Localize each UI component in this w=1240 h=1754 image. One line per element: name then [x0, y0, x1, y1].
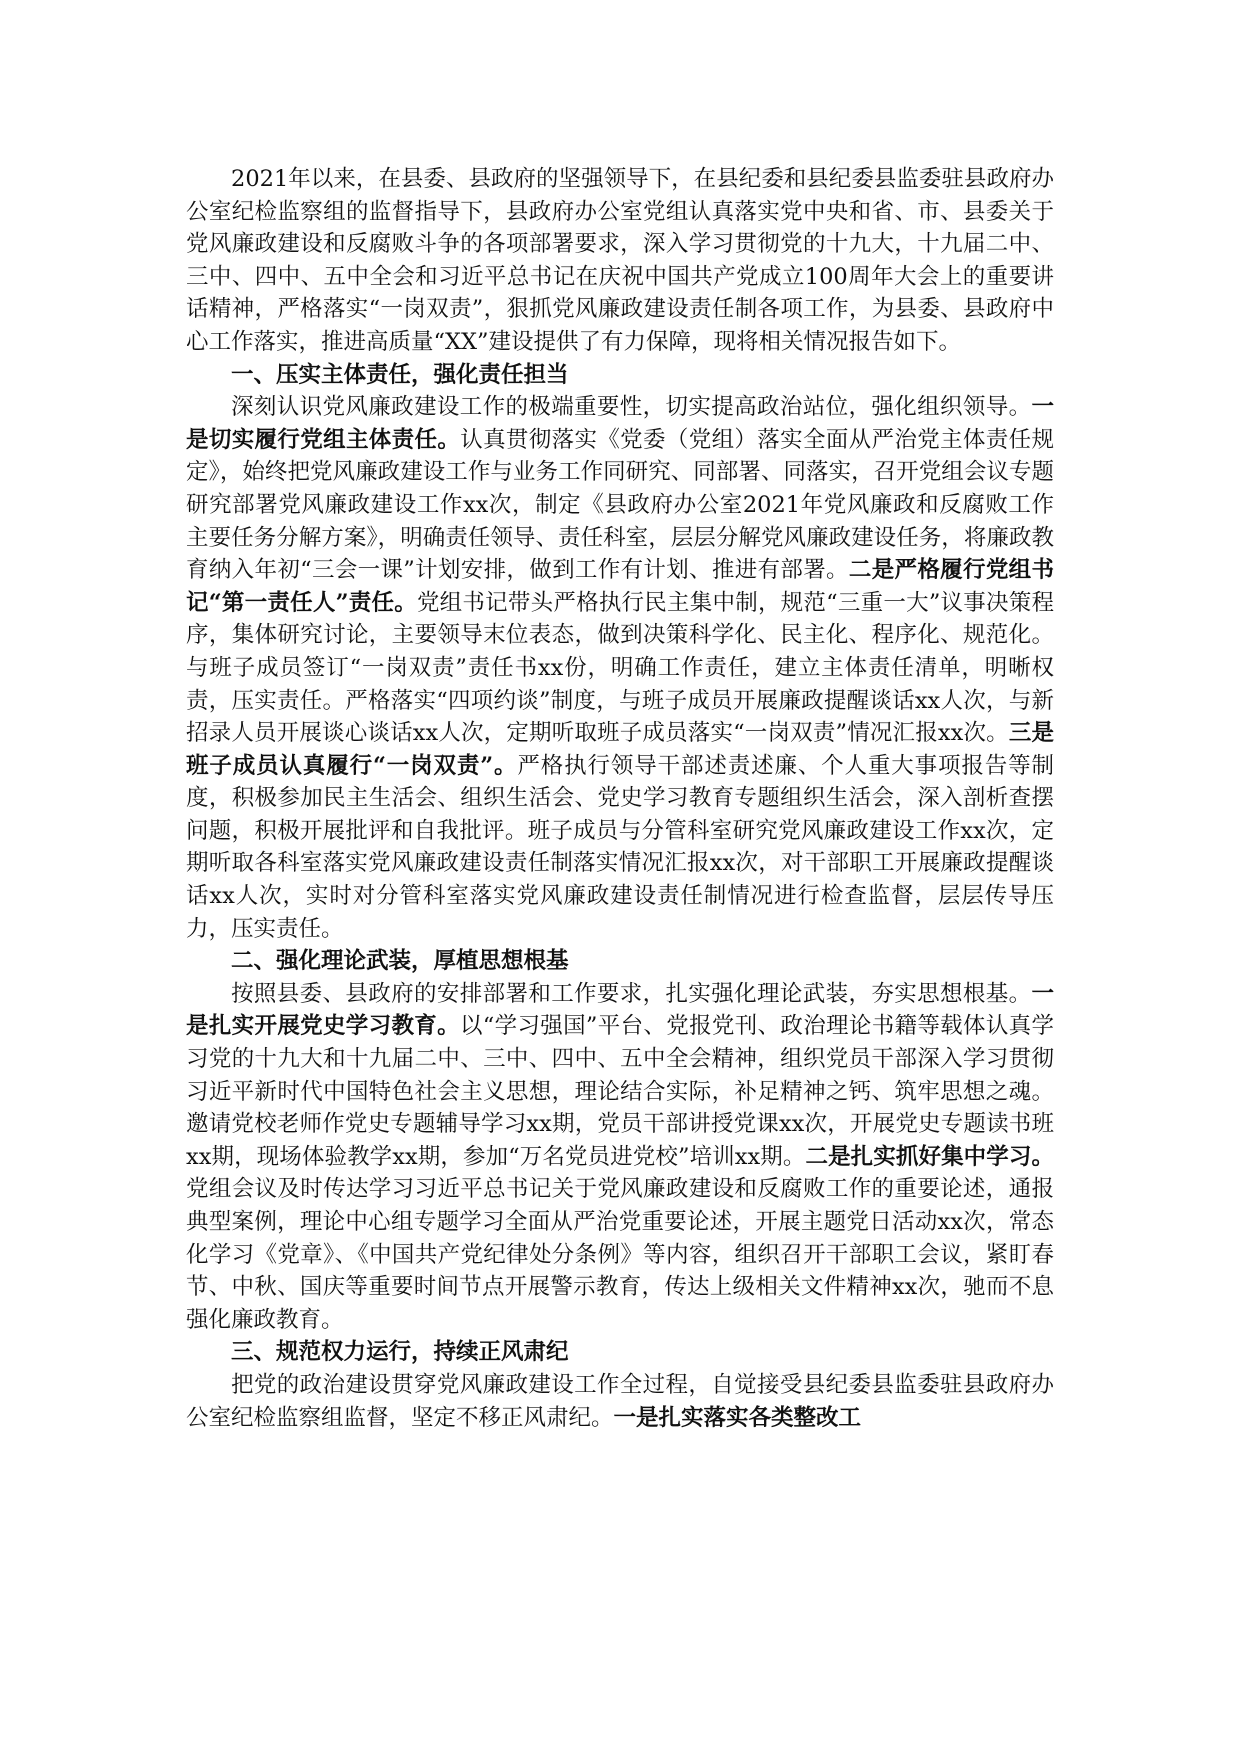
section-2-point-2: 二是扎实抓好集中学习。 — [805, 1143, 1054, 1170]
section-1-text-3: 党组书记带头严格执行民主集中制，规范“三重一大”议事决策程序，集体研究讨论，主要领导末位表态，做到决策科学化、民主化、程序化、规范化。与班子成员签订“一岗双责”责任书xx份，明确工作责任，建立主体责任清单，明晰权责，压实责任。严格落实“四项约谈”制度，与班子成员开展廉政提醒谈话xx人次，与新招录人员开展谈心谈话xx人次，定期听取班子成员落实“一岗双责”情况汇报xx次。 — [186, 589, 1054, 747]
section-2-point-1: 一是扎实开展党史学习教育。 — [186, 980, 1054, 1040]
section-3-paragraph — [186, 1369, 1054, 1434]
section-1-point-1: 一是切实履行党组主体责任。 — [186, 394, 1054, 453]
section-2-text-1: 按照县委、县政府的安排部署和工作要求，扎实强化理论武装，夯实思想根基。 — [231, 980, 1032, 1007]
section-1-text-4: 严格执行领导干部述责述廉、个人重大事项报告等制度，积极参加民主生活会、组织生活会、党史学习教育专题组织生活会，深入剖析查摆问题，积极开展批评和自我批评。班子成员与分管科室研究党风廉政建设工作xx次，定期听取各科室落实党风廉政建设责任制落实情况汇报xx次，对干部职工开展廉政提醒谈话xx人次，实时对分管科室落实党风廉政建设责任制情况进行检查监督，层层传导压力，压实责任。 — [186, 752, 1054, 942]
intro-paragraph: 2021年以来，在县委、县政府的坚强领导下，在县纪委和县纪委县监委驻县政府办公室纪检监察组的监督指导下，县政府办公室党组认真落实党中央和省、市、县委关于党风廉政建设和反腐败斗争的各项部署要求，深入学习贯彻党的十九大，十九届二中、三中、四中、五中全会和习近平总书记在庆祝中国共产党成立100周年大会上的重要讲话精神，严格落实“一岗双责”，狠抓党风廉政建设责任制各项工作，为县委、县政府中心工作落实，推进高质量“XX”建设提供了有力保障，现将相关情况报告如下。 — [186, 166, 1054, 355]
section-1-text-2: 认真贯彻落实《党委（党组）落实全面从严治党主体责任规定》，始终把党风廉政建设工作与业务工作同研究、同部署、同落实，召开党组会议专题研究部署党风廉政建设工作xx次，制定《县政府办公室2021年党风廉政和反腐败工作主要任务分解方案》，明确责任领导、责任科室，层层分解党风廉政建设任务，将廉政教育纳入年初“三会一课”计划安排，做到工作有计划、推进有部署。 — [186, 426, 1054, 584]
section-2-paragraph — [186, 978, 1054, 1337]
section-2-text-3: 党组会议及时传达学习习近平总书记关于党风廉政建设和反腐败工作的重要论述，通报典型案例，理论中心组专题学习全面从严治党重要论述，开展主题党日活动xx次，常态化学习《党章》、《中国共产党纪律处分条例》等内容，组织召开干部职工会议，紧盯春节、中秋、国庆等重要时间节点开展警示教育，传达上级相关文件精神xx次，驰而不息强化廉政教育。 — [186, 1176, 1054, 1333]
section-1-point-2: 二是严格履行党组书记“第一责任人”责任。 — [186, 557, 1054, 616]
section-1-heading: 一、压实主体责任，强化责任担当 — [231, 361, 569, 388]
section-2-text-2: 以“学习强国”平台、党报党刊、政治理论书籍等载体认真学习党的十九大和十九届二中、三中、四中、五中全会精神，组织党员干部深入学习贯彻习近平新时代中国特色社会主义思想，理论结合实际，补足精神之钙、筑牢思想之魂。邀请党校老师作党史专题辅导学习xx期，党员干部讲授党课xx次，开展党史专题读书班xx期，现场体验教学xx期，参加“万名党员进党校”培训xx期。 — [186, 1013, 1054, 1170]
section-2-heading: 二、强化理论武装，厚植思想根基 — [231, 948, 569, 975]
section-3-point-1: 一是扎实落实各类整改工 — [613, 1404, 862, 1431]
section-1-point-3: 三是班子成员认真履行“一岗双责”。 — [186, 720, 1054, 779]
document-page — [186, 163, 1054, 1434]
section-1-text-1: 深刻认识党风廉政建设工作的极端重要性，切实提高政治站位，强化组织领导。 — [231, 394, 1032, 421]
section-3-heading: 三、规范权力运行，持续正风肃纪 — [231, 1339, 569, 1366]
section-3-text-1: 把党的政治建设贯穿党风廉政建设工作全过程，自觉接受县纪委县监委驻县政府办公室纪检监察组监督，坚定不移正风肃纪。 — [186, 1371, 1054, 1431]
section-1-paragraph — [186, 391, 1054, 945]
